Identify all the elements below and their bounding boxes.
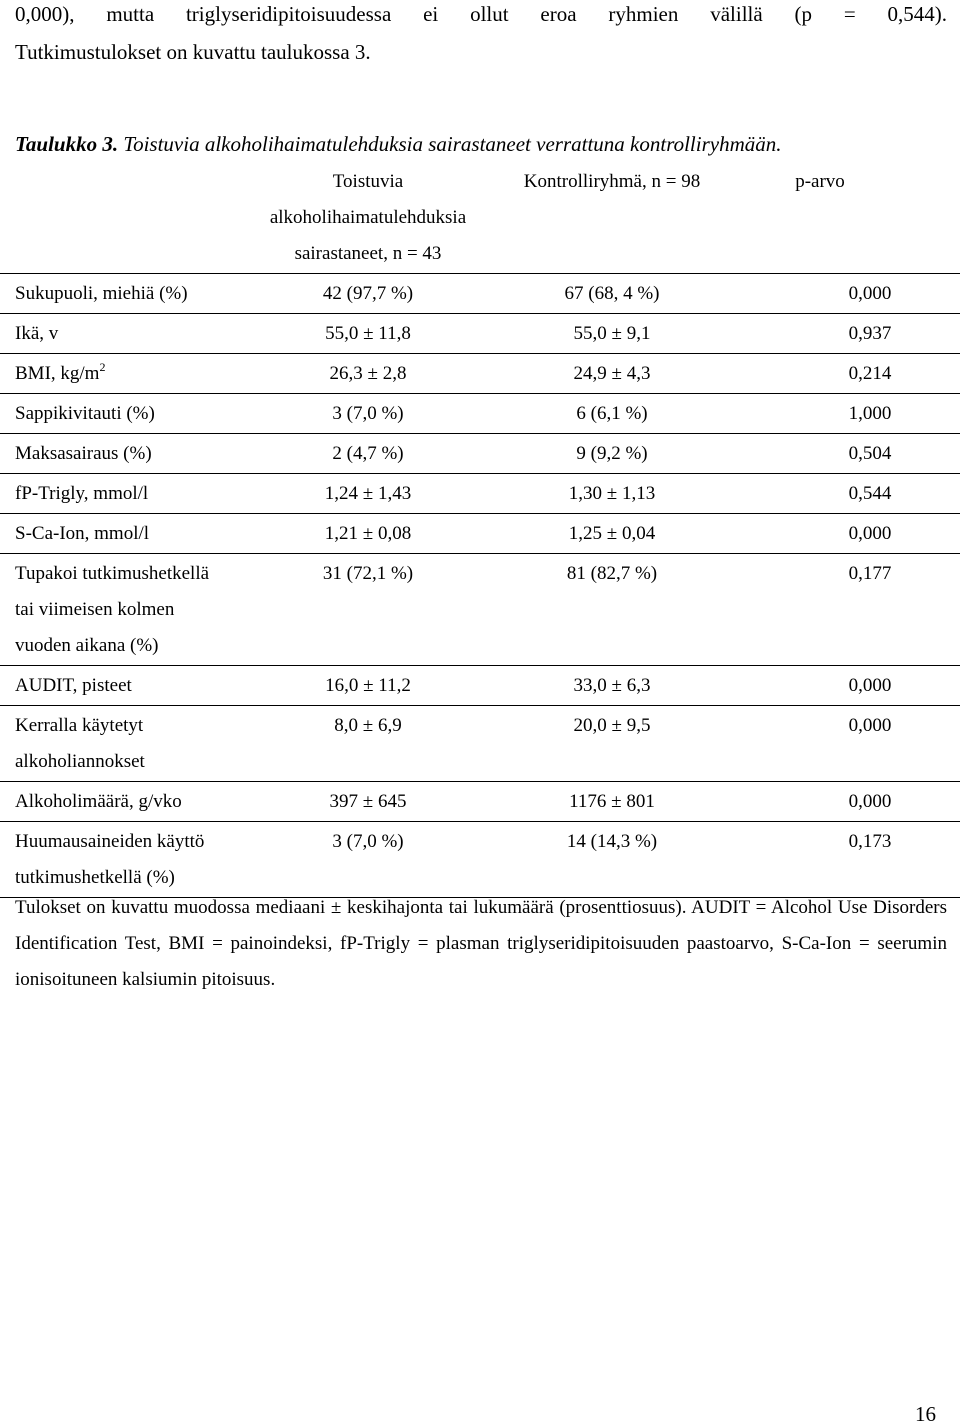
group1-value: 16,0 ± 11,2 (325, 675, 411, 696)
table-row (0, 394, 960, 434)
row-label (15, 276, 275, 312)
group2-value: 67 (68, 4 %) (564, 283, 660, 304)
group1-value: 55,0 ± 11,8 (325, 323, 411, 344)
group2-value: 20,0 ± 9,5 (573, 715, 651, 736)
table-row (0, 354, 960, 394)
header-group2: Kontrolliryhmä, n = 98 (523, 171, 701, 192)
p-value: 0,173 (848, 831, 892, 852)
row-label (15, 356, 275, 392)
p-value: 0,214 (848, 363, 892, 384)
row-label-text: Huumausaineiden käyttö tutkimushetkellä (%) (15, 831, 205, 888)
group2-value: 24,9 ± 4,3 (573, 363, 651, 384)
group1-value: 3 (7,0 %) (332, 403, 404, 424)
group1-value: 1,24 ± 1,43 (324, 483, 412, 504)
row-label (15, 784, 275, 820)
header-group1: Toistuvia alkoholihaimatulehduksia sairastaneet, n = 43 (269, 171, 467, 264)
p-value: 0,937 (848, 323, 892, 344)
row-label-text: S-Ca-Ion, mmol/l (15, 523, 150, 544)
group1-value: 3 (7,0 %) (332, 831, 404, 852)
group2-value: 6 (6,1 %) (576, 403, 648, 424)
row-label-text: Maksasairaus (%) (15, 443, 152, 464)
row-label-text: Alkoholimäärä, g/vko (15, 791, 182, 812)
page-number: 16 (915, 1402, 936, 1426)
row-label (15, 556, 275, 664)
row-label (15, 436, 275, 472)
table-row (0, 706, 960, 782)
row-label-superscript: 2 (99, 360, 106, 374)
group1-value: 42 (97,7 %) (322, 283, 414, 304)
row-label (15, 708, 275, 780)
group2-value: 9 (9,2 %) (576, 443, 648, 464)
table-row (0, 274, 960, 314)
table-row (0, 822, 960, 898)
table-row (0, 782, 960, 822)
p-value: 0,000 (848, 523, 892, 544)
p-value: 0,177 (848, 563, 892, 584)
group1-value: 1,21 ± 0,08 (324, 523, 412, 544)
group1-value: 397 ± 645 (329, 791, 407, 812)
group2-value: 1,25 ± 0,04 (568, 523, 656, 544)
row-label-text: Sukupuoli, miehiä (%) (15, 283, 188, 304)
table-row (0, 514, 960, 554)
row-label (15, 316, 275, 352)
group2-value: 1,30 ± 1,13 (568, 483, 656, 504)
row-label (15, 516, 275, 552)
group2-value: 33,0 ± 6,3 (573, 675, 651, 696)
table-footnote: Tulokset on kuvattu muodossa mediaani ± keskihajonta tai lukumäärä (prosenttiosuus). AUDIT = Alcohol Use Disorders Identification Test, BMI = painoindeksi, fP-Trigly = plasman triglyseridipitoisuuden paastoarvo, S-Ca-Ion = seerumin ionisoituneen kalsiumin pitoisuus. (15, 897, 947, 990)
group2-value: 1176 ± 801 (569, 791, 655, 812)
results-table (0, 160, 960, 898)
group2-value: 81 (82,7 %) (566, 563, 658, 584)
table-row (0, 474, 960, 514)
row-label-text: AUDIT, pisteet (15, 675, 132, 696)
row-label (15, 668, 275, 704)
row-label-text: fP-Trigly, mmol/l (15, 483, 149, 504)
row-label-text: Ikä, v (15, 323, 59, 344)
p-value: 0,000 (848, 283, 892, 304)
table-row (0, 666, 960, 706)
table-body (0, 274, 960, 898)
row-label (15, 476, 275, 512)
row-label-text: Tupakoi tutkimushetkellä tai viimeisen kolmen vuoden aikana (%) (15, 563, 210, 656)
group2-value: 14 (14,3 %) (566, 831, 658, 852)
p-value: 0,000 (848, 791, 892, 812)
group1-value: 26,3 ± 2,8 (329, 363, 407, 384)
group1-value: 31 (72,1 %) (322, 563, 414, 584)
p-value: 1,000 (848, 403, 892, 424)
table-row (0, 554, 960, 666)
row-label (15, 396, 275, 432)
table-header-row (0, 160, 960, 274)
header-p-value: p-arvo (795, 171, 845, 192)
group1-value: 2 (4,7 %) (332, 443, 404, 464)
p-value: 0,544 (848, 483, 892, 504)
intro-line-1: 0,000), mutta triglyseridipitoisuudessa ei ollut eroa ryhmien välillä (p = 0,544). (15, 2, 947, 26)
p-value: 0,504 (848, 443, 892, 464)
row-label (15, 824, 275, 896)
p-value: 0,000 (848, 675, 892, 696)
table-row (0, 434, 960, 474)
intro-line-2: Tutkimustulokset on kuvattu taulukossa 3. (15, 40, 371, 64)
table-caption-title: Toistuvia alkoholihaimatulehduksia sairastaneet verrattuna kontrolliryhmään. (118, 132, 782, 156)
group1-value: 8,0 ± 6,9 (334, 715, 402, 736)
row-label-text: Kerralla käytetyt alkoholiannokset (15, 715, 145, 772)
table-caption (15, 132, 955, 156)
group2-value: 55,0 ± 9,1 (573, 323, 651, 344)
table-row (0, 314, 960, 354)
p-value: 0,000 (848, 715, 892, 736)
row-label-text: Sappikivitauti (%) (15, 403, 155, 424)
row-label-text: BMI, kg/m (15, 363, 100, 384)
table-caption-label: Taulukko 3. (15, 132, 119, 156)
